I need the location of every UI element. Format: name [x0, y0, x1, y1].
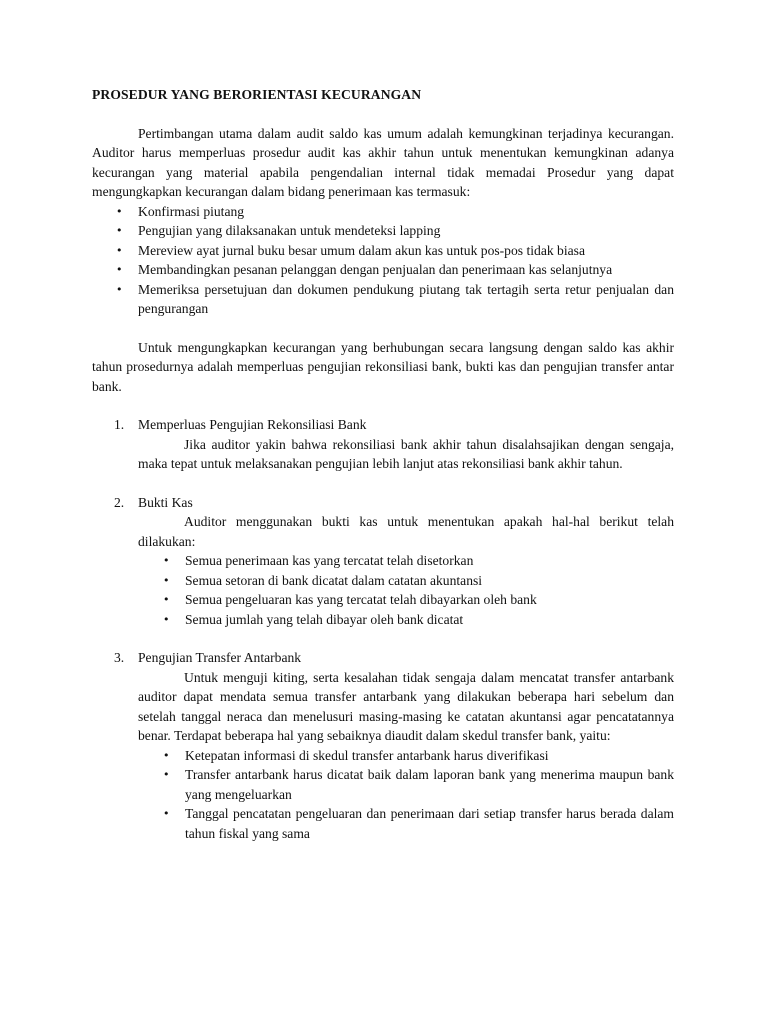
- list-item: • Semua pengeluaran kas yang tercatat telah dibayarkan oleh bank: [185, 590, 674, 610]
- section-3: [114, 648, 674, 843]
- list-item: • Mereview ayat jurnal buku besar umum dalam akun kas untuk pos-pos tidak biasa: [138, 241, 674, 261]
- section-text: Auditor menggunakan bukti kas untuk menentukan apakah hal-hal berikut telah dilakukan:: [138, 514, 674, 549]
- section-number: 3.: [114, 650, 125, 665]
- list-item: • Konfirmasi piutang: [138, 202, 674, 222]
- section-bullet-list: [185, 551, 674, 629]
- list-item: • Tanggal pencatatan pengeluaran dan penerimaan dari setiap transfer harus berada dalam tahun fiskal yang sama: [185, 804, 674, 843]
- numbered-sections: [92, 415, 674, 843]
- section-bullet-list: [185, 746, 674, 844]
- section-2: [114, 493, 674, 630]
- intro-paragraph: Pertimbangan utama dalam audit saldo kas umum adalah kemungkinan terjadinya kecurangan. Auditor harus memperluas prosedur audit kas akhir tahun untuk menentukan kemungkinan adanya kecurangan yang material apabila pengendalian internal tidak memadai Prosedur yang dapat mengungkapkan kecurangan dalam bidang penerimaan kas termasuk:: [92, 125, 674, 199]
- intro-bullet-list: [138, 202, 674, 319]
- section-text: Jika auditor yakin bahwa rekonsiliasi bank akhir tahun disalahsajikan dengan sengaja, maka tepat untuk melaksanakan pengujian lebih lanjut atas rekonsiliasi bank akhir tahun.: [138, 436, 674, 471]
- list-item: • Membandingkan pesanan pelanggan dengan penjualan dan penerimaan kas selanjutnya: [138, 260, 674, 280]
- list-item: • Semua jumlah yang telah dibayar oleh bank dicatat: [185, 610, 674, 630]
- document-title: PROSEDUR YANG BERORIENTASI KECURANGAN: [92, 87, 422, 102]
- section-number: 2.: [114, 494, 125, 510]
- list-item: • Pengujian yang dilaksanakan untuk mendeteksi lapping: [138, 221, 674, 241]
- section-heading: Bukti Kas: [138, 494, 193, 510]
- section-1: [114, 415, 674, 474]
- section-heading: Memperluas Pengujian Rekonsiliasi Bank: [138, 417, 367, 432]
- list-item: • Semua setoran di bank dicatat dalam catatan akuntansi: [185, 571, 674, 591]
- second-paragraph: Untuk mengungkapkan kecurangan yang berhubungan secara langsung dengan saldo kas akhir tahun prosedurnya adalah memperluas pengujian rekonsiliasi bank, bukti kas dan pengujian transfer antar bank.: [92, 339, 674, 394]
- section-heading: Pengujian Transfer Antarbank: [138, 650, 302, 665]
- list-item: • Ketepatan informasi di skedul transfer antarbank harus diverifikasi: [185, 746, 674, 766]
- section-number: 1.: [114, 417, 125, 432]
- list-item: • Memeriksa persetujuan dan dokumen pendukung piutang tak tertagih serta retur penjualan dan pengurangan: [138, 280, 674, 319]
- list-item: • Semua penerimaan kas yang tercatat telah disetorkan: [185, 551, 674, 571]
- section-text: Untuk menguji kiting, serta kesalahan tidak sengaja dalam mencatat transfer antarbank auditor dapat mendata semua transfer antarbank yang dilakukan beberapa hari sebelum dan setelah tanggal neraca dan menelusuri masing-masing ke catatan akuntansi agar pencatatannya benar. Terdapat beberapa hal yang sebaiknya diaudit dalam skedul transfer bank, yaitu:: [138, 669, 674, 743]
- list-item: • Transfer antarbank harus dicatat baik dalam laporan bank yang menerima maupun bank yang mengeluarkan: [185, 765, 674, 804]
